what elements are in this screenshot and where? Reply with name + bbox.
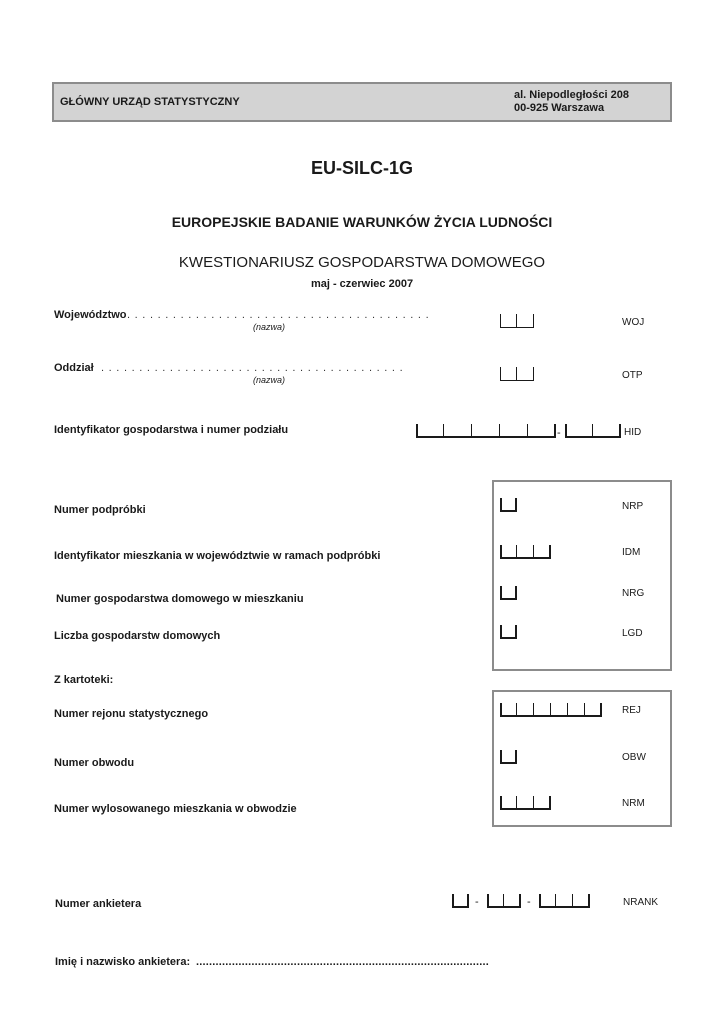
woj-input[interactable] [500,314,534,328]
sample-panel [492,480,672,671]
digit-cell[interactable] [500,625,517,639]
digit-cell[interactable] [500,703,517,717]
nrg-code: NRG [622,588,645,599]
digit-cell[interactable] [500,314,517,328]
digit-cell[interactable] [568,703,585,717]
digit-cell[interactable] [517,367,534,381]
digit-cell[interactable] [472,424,500,438]
idm-code: IDM [622,547,641,558]
nrank-code: NRANK [623,897,659,908]
digit-cell[interactable] [452,894,469,908]
nrank-input-2[interactable] [487,894,521,908]
survey-period: maj - czerwiec 2007 [310,278,414,290]
nrg-input[interactable] [500,586,517,600]
digit-cell[interactable] [500,367,517,381]
nrank-separator-1: - [475,896,479,908]
nrp-label: Numer podpróbki [54,504,146,516]
main-title: EUROPEJSKIE BADANIE WARUNKÓW ŻYCIA LUDNOŚCI [171,214,553,230]
digit-cell[interactable] [416,424,444,438]
sub-title: KWESTIONARIUSZ GOSPODARSTWA DOMOWEGO [178,254,546,271]
digit-cell[interactable] [534,545,551,559]
hid-input-main[interactable] [416,424,556,438]
idm-label: Identyfikator mieszkania w województwie w ramach podpróbki [54,550,381,562]
obw-input[interactable] [500,750,517,764]
digit-cell[interactable] [517,545,534,559]
rej-label: Numer rejonu statystycznego [54,708,209,720]
lgd-input[interactable] [500,625,517,639]
nrank-input-1[interactable] [452,894,469,908]
digit-cell[interactable] [500,750,517,764]
nrp-input[interactable] [500,498,517,512]
obw-label: Numer obwodu [54,757,135,769]
lgd-code: LGD [622,628,643,639]
woj-label: Województwo [54,309,127,321]
digit-cell[interactable] [534,796,551,810]
digit-cell[interactable] [487,894,504,908]
digit-cell[interactable] [565,424,593,438]
hid-label: Identyfikator gospodarstwa i numer podziału [54,424,289,436]
nrg-label: Numer gospodarstwa domowego w mieszkaniu [56,593,304,605]
kartoteki-label: Z kartoteki: [54,674,114,686]
interviewer-name-label: Imię i nazwisko ankietera: [55,956,191,968]
digit-cell[interactable] [500,796,517,810]
digit-cell[interactable] [551,703,568,717]
nrank-label: Numer ankietera [55,898,142,910]
nrank-separator-2: - [527,896,531,908]
hid-separator: - [557,427,561,439]
digit-cell[interactable] [500,498,517,512]
digit-cell[interactable] [444,424,472,438]
hid-input-subdivision[interactable] [565,424,621,438]
header-bar [52,82,672,122]
address-line-2: 00-925 Warszawa [514,102,605,114]
obw-code: OBW [622,752,646,763]
digit-cell[interactable] [504,894,521,908]
digit-cell[interactable] [500,586,517,600]
digit-cell[interactable] [593,424,621,438]
otp-dot-leader: ........................................ [101,362,408,374]
digit-cell[interactable] [517,703,534,717]
digit-cell[interactable] [500,424,528,438]
otp-input[interactable] [500,367,534,381]
interviewer-name-field[interactable]: .......................................................................................... [196,956,490,968]
otp-label: Oddział [54,362,94,374]
digit-cell[interactable] [528,424,556,438]
digit-cell[interactable] [517,796,534,810]
digit-cell[interactable] [585,703,602,717]
woj-dot-leader: ........................................ [127,309,434,321]
org-address [514,89,629,115]
idm-input[interactable] [500,545,551,559]
nrm-input[interactable] [500,796,551,810]
digit-cell[interactable] [500,545,517,559]
digit-cell[interactable] [534,703,551,717]
nrank-input-3[interactable] [539,894,590,908]
address-line-1: al. Niepodległości 208 [514,89,629,101]
hid-code: HID [624,427,642,438]
rej-code: REJ [622,705,641,716]
digit-cell[interactable] [517,314,534,328]
nrm-code: NRM [622,798,645,809]
woj-hint: (nazwa) [253,322,286,332]
rej-input[interactable] [500,703,602,717]
form-code: EU-SILC-1G [310,158,413,178]
digit-cell[interactable] [556,894,573,908]
otp-code: OTP [622,370,643,381]
otp-hint: (nazwa) [253,375,286,385]
digit-cell[interactable] [573,894,590,908]
org-name: GŁÓWNY URZĄD STATYSTYCZNY [60,96,240,108]
digit-cell[interactable] [539,894,556,908]
nrp-code: NRP [622,501,644,512]
nrm-label: Numer wylosowanego mieszkania w obwodzie [54,803,297,815]
lgd-label: Liczba gospodarstw domowych [54,630,221,642]
woj-code: WOJ [622,317,645,328]
